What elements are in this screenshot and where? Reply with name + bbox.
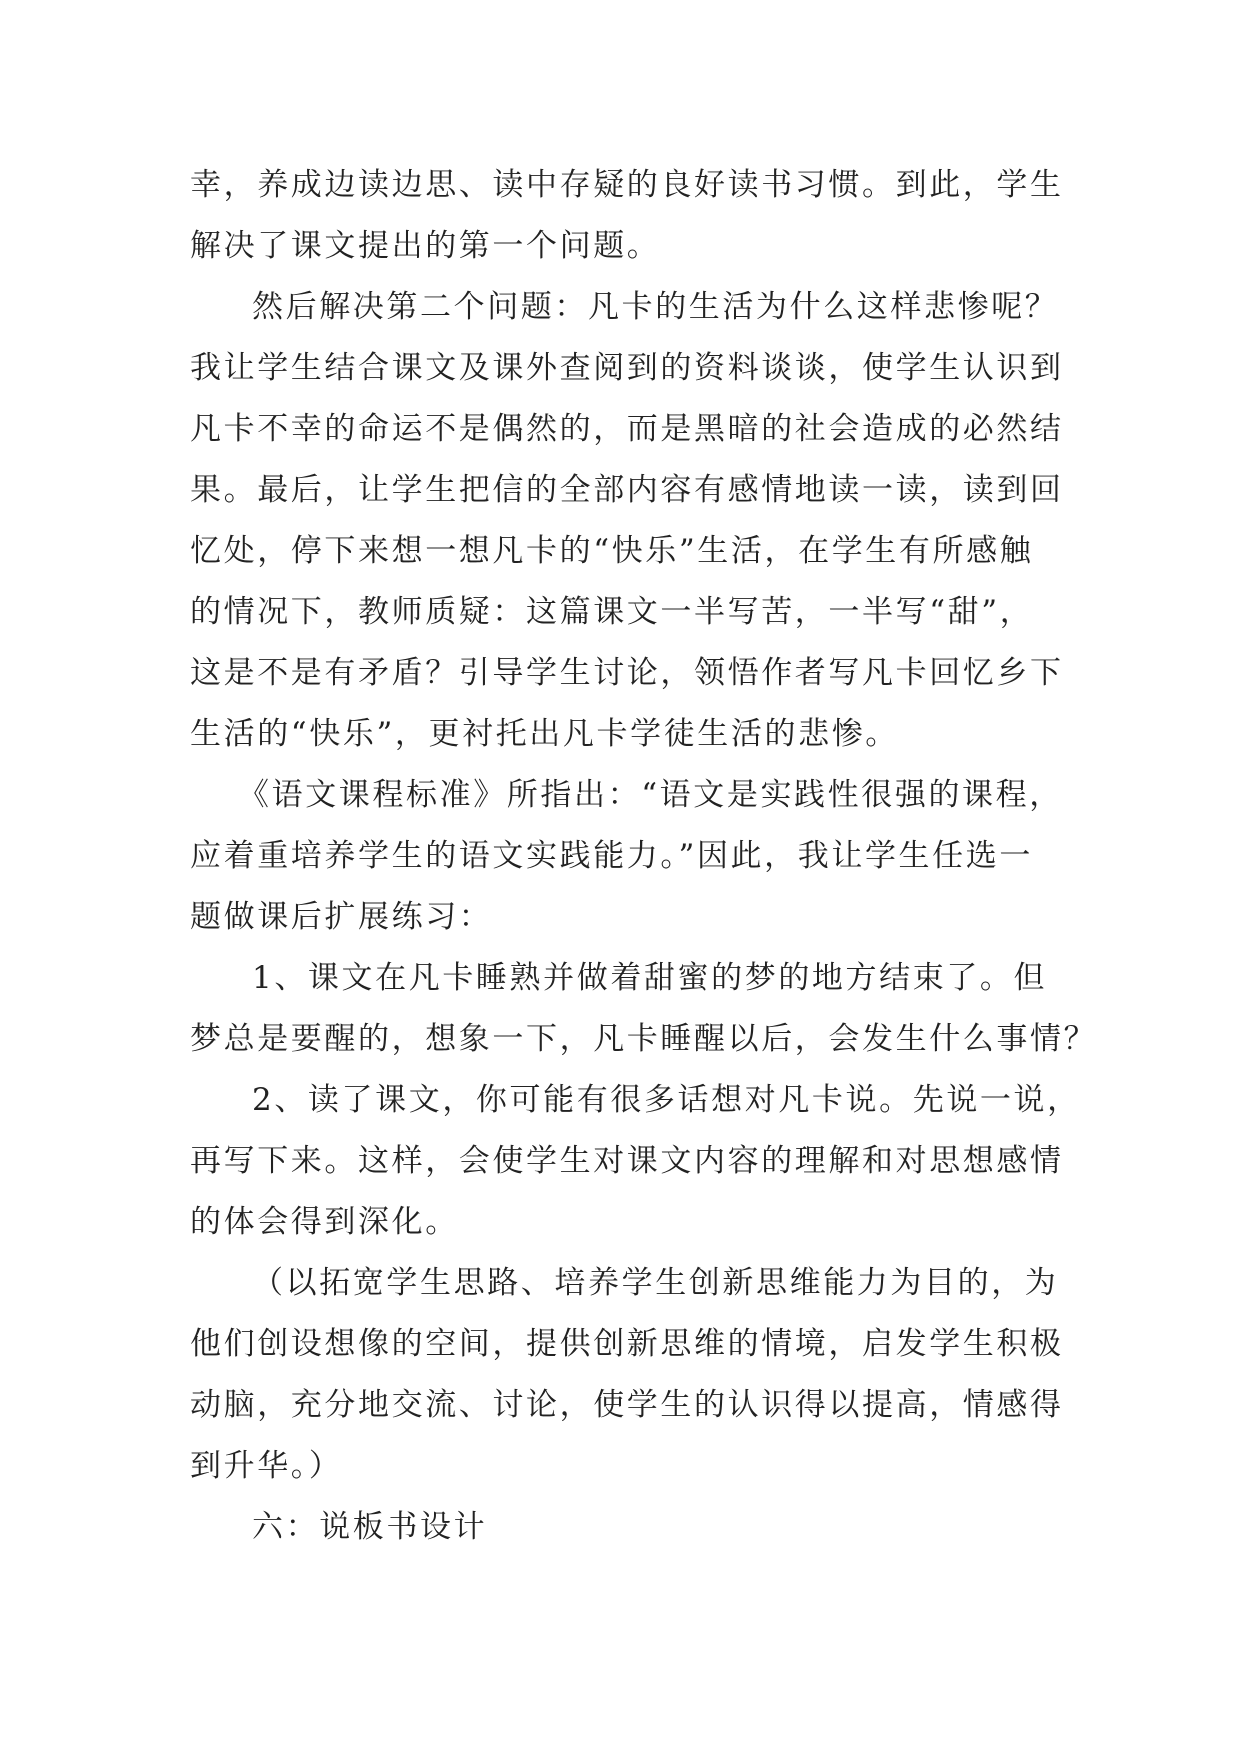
text-line: 应着重培养学生的语文实践能力。”因此，我让学生任选一 bbox=[190, 838, 1033, 874]
text-line: 幸，养成边读边思、读中存疑的良好读书习惯。到此，学生 bbox=[190, 167, 1064, 203]
text-line: 的情况下，教师质疑：这篇课文一半写苦，一半写“甜”， bbox=[190, 594, 1034, 630]
text-line: 生活的“快乐”，更衬托出凡卡学徒生活的悲惨。 bbox=[190, 716, 899, 752]
text-line: 解决了课文提出的第一个问题。 bbox=[190, 228, 661, 264]
paragraph-start-line: 《语文课程标准》所指出：“语文是实践性很强的课程， bbox=[238, 777, 1063, 813]
paragraph-start-line: 然后解决第二个问题：凡卡的生活为什么这样悲惨呢？ bbox=[252, 289, 1059, 325]
text-line: 到升华。） bbox=[190, 1448, 343, 1484]
text-line: 这是不是有矛盾？引导学生讨论，领悟作者写凡卡回忆乡下 bbox=[190, 655, 1064, 691]
paragraph-start-line: （以拓宽学生思路、培养学生创新思维能力为目的，为 bbox=[252, 1265, 1059, 1301]
text-line: 梦总是要醒的，想象一下，凡卡睡醒以后，会发生什么事情？ bbox=[190, 1021, 1098, 1057]
text-line: 忆处，停下来想一想凡卡的“快乐”生活，在学生有所感触 bbox=[190, 533, 1034, 569]
text-line: 动脑，充分地交流、讨论，使学生的认识得以提高，情感得 bbox=[190, 1387, 1064, 1423]
text-line: 题做课后扩展练习： bbox=[190, 899, 493, 935]
section-heading: 六：说板书设计 bbox=[252, 1509, 488, 1545]
text-line: 凡卡不幸的命运不是偶然的，而是黑暗的社会造成的必然结 bbox=[190, 411, 1064, 447]
text-line: 再写下来。这样，会使学生对课文内容的理解和对思想感情 bbox=[190, 1143, 1064, 1179]
exercise-item-1: 1、课文在凡卡睡熟并做着甜蜜的梦的地方结束了。但 bbox=[252, 960, 1048, 996]
text-line: 的体会得到深化。 bbox=[190, 1204, 459, 1240]
text-line: 我让学生结合课文及课外查阅到的资料谈谈，使学生认识到 bbox=[190, 350, 1064, 386]
text-line: 果。最后，让学生把信的全部内容有感情地读一读，读到回 bbox=[190, 472, 1064, 508]
text-line: 他们创设想像的空间，提供创新思维的情境，启发学生积极 bbox=[190, 1326, 1064, 1362]
exercise-item-2: 2、读了课文，你可能有很多话想对凡卡说。先说一说， bbox=[252, 1082, 1081, 1118]
